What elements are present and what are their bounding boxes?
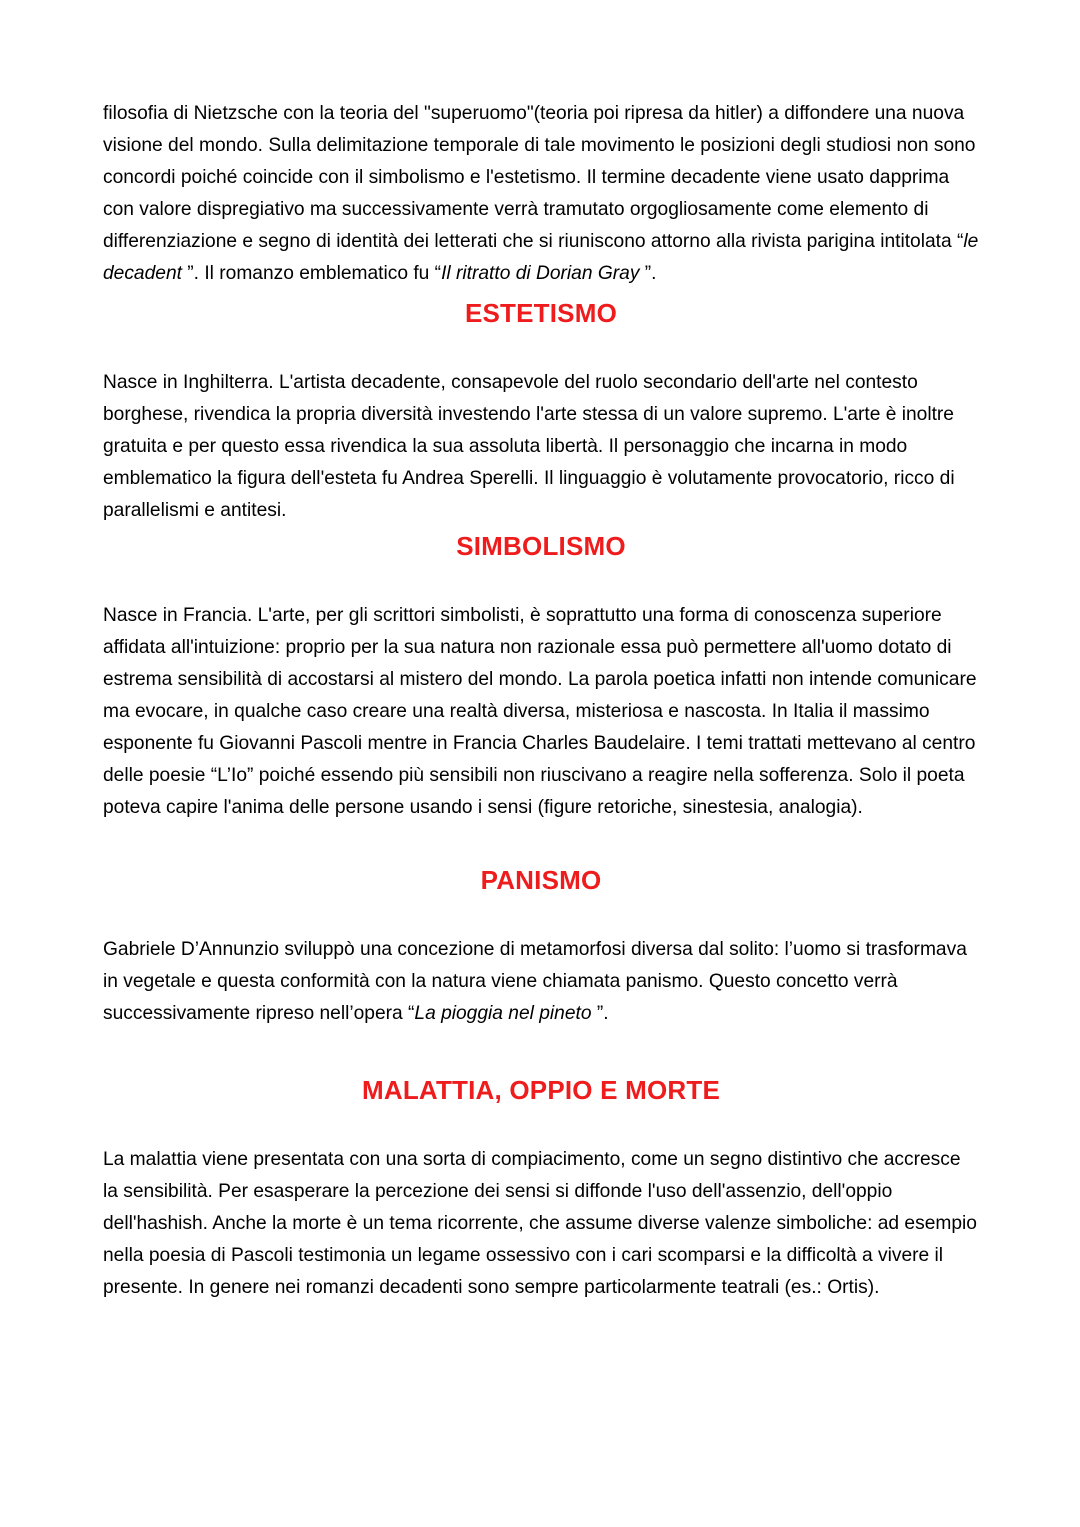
- malattia-paragraph: La malattia viene presentata con una sorta di compiacimento, come un segno distintivo che accresce la sensibilità. Per esasperare la percezione dei sensi si diffonde l'uso dell'assenzio, dell'oppio dell'hashish. Anche la morte è un tema ricorrente, che assume diverse valenze simboliche: ad esempio nella poesia di Pascoli testimonia un legame ossessivo con i cari scomparsi e la difficoltà a vivere il presente. In genere nei romanzi decadenti sono sempre particolarmente teatrali (es.: Ortis).: [103, 1149, 977, 1298]
- intro-text-3: ”.: [639, 263, 657, 284]
- simbolismo-paragraph: Nasce in Francia. L'arte, per gli scrittori simbolisti, è soprattutto una forma di conoscenza superiore affidata all'intuizione: proprio per la sua natura non razionale essa può permettere all'uomo dotato di estrema sensibilità di accostarsi al mistero del mondo. La parola poetica infatti non intende comunicare ma evocare, in qualche caso creare una realtà diversa, misteriosa e nascosta. In Italia il massimo esponente fu Giovanni Pascoli mentre in Francia Charles Baudelaire. I temi trattati mettevano al centro delle poesie “L’Io” poiché essendo più sensibili non riuscivano a reagire nella sofferenza. Solo il poeta poteva capire l'anima delle persone usando i sensi (figure retoriche, sinestesia, analogia).: [103, 605, 977, 818]
- panismo-italic-title: La pioggia nel pineto: [414, 1003, 592, 1024]
- intro-text-2: ”. Il romanzo emblematico fu “: [181, 263, 442, 284]
- intro-text-1: filosofia di Nietzsche con la teoria del "superuomo"(teoria poi ripresa da hitler) a diffondere una nuova visione del mondo. Sulla delimitazione temporale di tale movimento le posizioni degli studiosi non sono concordi poiché coincide con il simbolismo e l'estetismo. Il termine decadente viene usato dapprima con valore dispregiativo ma successivamente verrà tramutato orgogliosamente come elemento di differenziazione e segno di identità dei letterati che si riuniscono attorno alla rivista parigina intitolata “: [103, 103, 976, 252]
- intro-paragraph: [103, 98, 979, 290]
- panismo-text-2: ”.: [591, 1003, 609, 1024]
- panismo-paragraph: [103, 934, 979, 1030]
- panismo-heading: PANISMO: [480, 865, 602, 895]
- estetismo-paragraph: Nasce in Inghilterra. L'artista decadente, consapevole del ruolo secondario dell'arte nel contesto borghese, rivendica la propria diversità investendo l'arte stessa di un valore supremo. L'arte è inoltre gratuita e per questo essa rivendica la sua assoluta libertà. Il personaggio che incarna in modo emblematico la figura dell'esteta fu Andrea Sperelli. Il linguaggio è volutamente provocatorio, ricco di parallelismi e antitesi.: [103, 372, 955, 521]
- panismo-text-1: Gabriele D’Annunzio sviluppò una concezione di metamorfosi diversa dal solito: l’uomo si trasformava in vegetale e questa conformità con la natura viene chiamata panismo. Questo concetto verrà successivamente ripreso nell’opera “: [103, 939, 967, 1024]
- document-page: [103, 98, 979, 1304]
- estetismo-heading: ESTETISMO: [464, 298, 618, 328]
- malattia-heading: MALATTIA, OPPIO E MORTE: [362, 1075, 720, 1105]
- simbolismo-heading: SIMBOLISMO: [456, 531, 626, 561]
- intro-italic-title-1: le decadent: [103, 231, 979, 284]
- intro-italic-title-2: Il ritratto di Dorian Gray: [441, 263, 640, 284]
